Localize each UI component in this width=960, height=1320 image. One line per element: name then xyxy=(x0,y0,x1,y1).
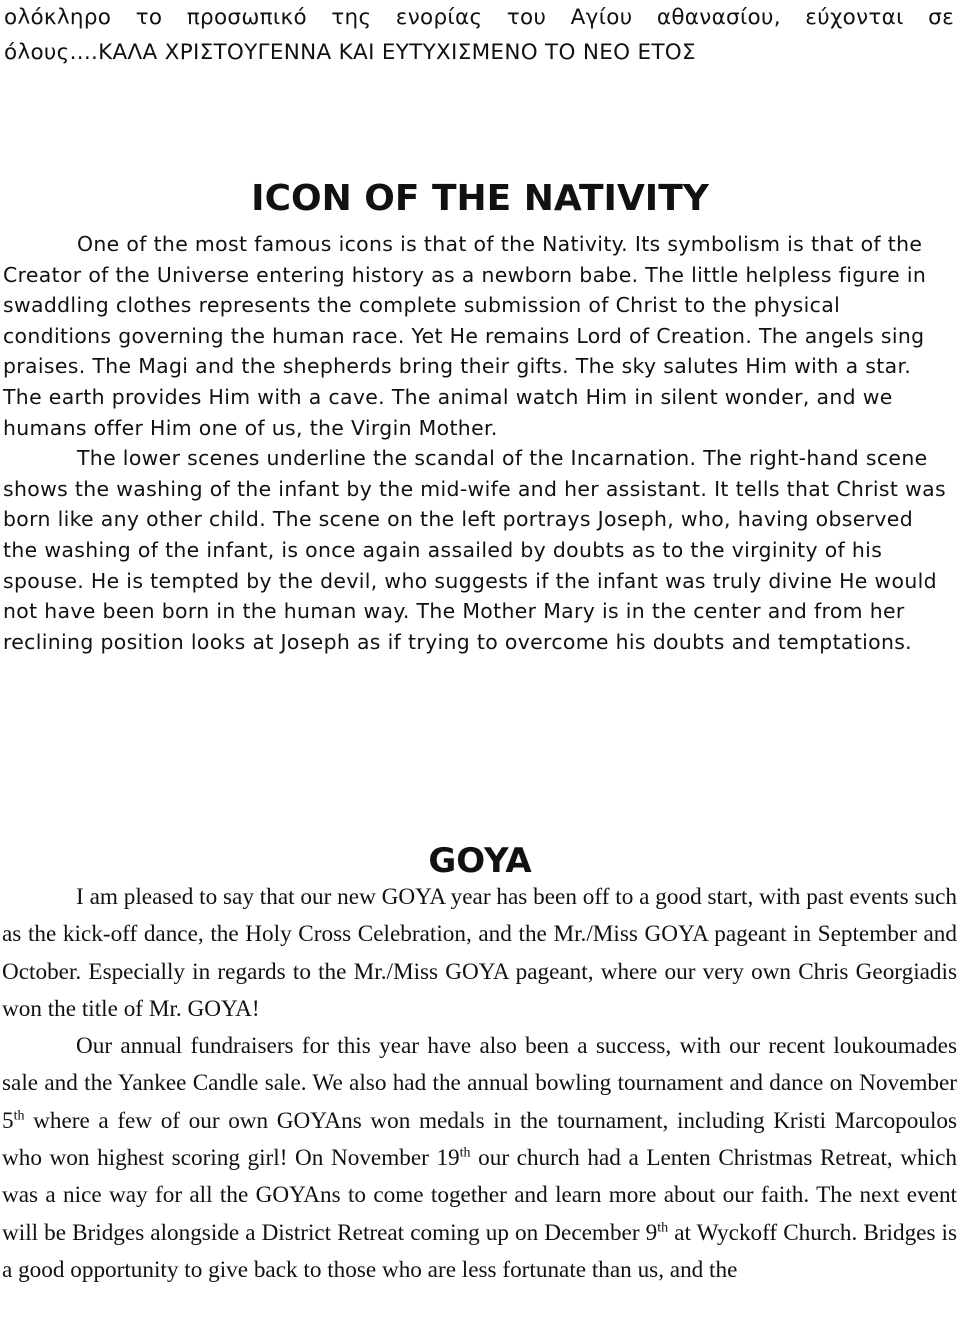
greek-greeting: ολόκληρο το προσωπικό της ενορίας του Αγίου αθανασίου, εύχονται σε όλους....ΚΑΛΑ ΧΡΙΣΤΟΥΓΕΝΝΑ ΚΑΙ ΕΥΤΥΧΙΣΜΕΝΟ ΤΟ ΝΕΟ ΕΤΟΣ xyxy=(4,5,954,65)
nativity-paragraph-2: The lower scenes underline the scandal of the Incarnation. The right-hand scene shows the washing of the infant by the mid-wife and her assistant. It tells that Christ was born like any other child. The scene on the left portrays Joseph, who, having observed the washing of the infant, is once again assailed by doubts as to the virginity of his spouse. He is tempted by the devil, who suggests if the infant was truly divine He would not have been born in the human way. The Mother Mary is in the center and from her reclining position looks at Joseph as if trying to overcome his doubts and temptations. xyxy=(3,446,946,654)
nativity-article xyxy=(3,229,953,657)
nativity-heading: ICON OF THE NATIVITY xyxy=(251,178,709,219)
goya-heading: GOYA xyxy=(428,841,532,881)
goya-paragraph-2-text-a: Our annual fundraisers for this year have also been a success, with our recent loukoumades sale and the Yankee Candle sale. We also had the annual bowling tournament and dance on November 5 xyxy=(2,1033,957,1134)
goya-paragraph-2 xyxy=(2,1028,957,1289)
ordinal-suffix: th xyxy=(657,1219,669,1235)
goya-paragraph-1: I am pleased to say that our new GOYA year has been off to a good start, with past events such as the kick-off dance, the Holy Cross Celebration, and the Mr./Miss GOYA pageant in September and October. Especially in regards to the Mr./Miss GOYA pageant, where our very own Chris Georgiadis won the title of Mr. GOYA! xyxy=(2,884,957,1022)
ordinal-suffix: th xyxy=(13,1108,25,1124)
nativity-paragraph-1: One of the most famous icons is that of the Nativity. Its symbolism is that of the Creator of the Universe entering history as a newborn babe. The little helpless figure in swaddling clothes represents the complete submission of Christ to the physical conditions governing the human race. Yet He remains Lord of Creation. The angels sing praises. The Magi and the shepherds bring their gifts. The sky salutes Him with a star. The earth provides Him with a cave. The animal watch Him in silent wonder, and we humans offer Him one of us, the Virgin Mother. xyxy=(3,232,927,440)
goya-paragraph-2-text-c: our church had a Lenten Christmas Retreat, which was a nice way for all the GOYAns to come together and learn more about our faith. The next event will be Bridges alongside a District Retreat coming up on December 9 xyxy=(2,1145,957,1246)
ordinal-suffix: th xyxy=(459,1145,471,1161)
goya-paragraph-2-text-b: where a few of our own GOYAns won medals in the tournament, including Kristi Marcopoulos who won highest scoring girl! On November 19 xyxy=(2,1107,957,1172)
goya-article xyxy=(2,879,957,1289)
goya-paragraph-2-text-d: at Wyckoff Church. Bridges is a good opportunity to give back to those who are less fortunate than us, and the xyxy=(2,1219,958,1283)
